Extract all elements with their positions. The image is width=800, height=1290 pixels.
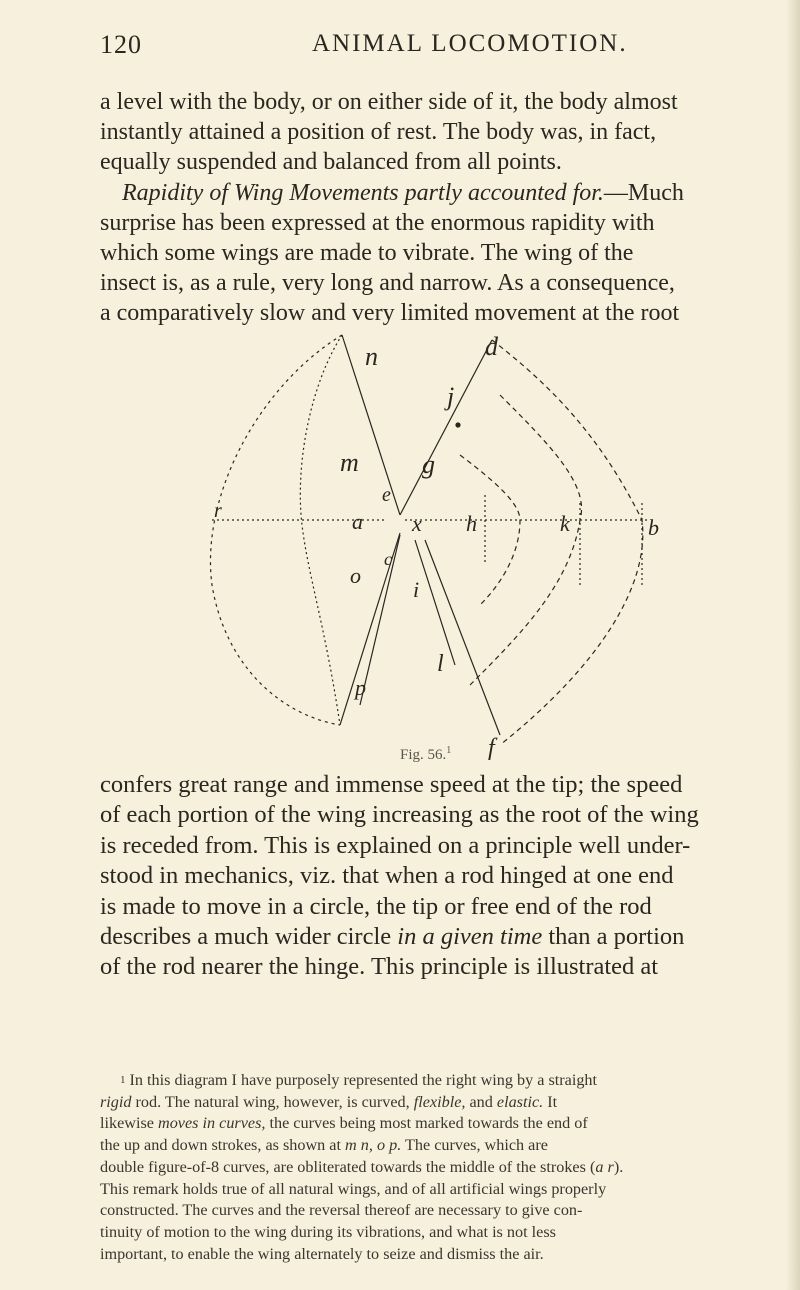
text-fragment: double figure-of-8 curves, are obliterated towards the middle of the strokes ( bbox=[100, 1157, 596, 1176]
text-line bbox=[100, 922, 780, 952]
label-h: h bbox=[466, 511, 477, 536]
footnote-line: important, to enable the wing alternately to seize and dismiss the air. bbox=[100, 1244, 544, 1263]
label-i: i bbox=[413, 577, 420, 602]
text-fragment: describes a much wider circle bbox=[100, 923, 398, 951]
text-fragment: In this diagram I have purposely represented the right wing by a straight bbox=[129, 1071, 598, 1089]
label-d: d bbox=[485, 332, 498, 361]
italic-fragment: a r bbox=[595, 1157, 614, 1176]
text-fragment: and bbox=[465, 1092, 497, 1111]
rod-to-f bbox=[425, 540, 500, 735]
text-line: of the rod nearer the hinge. This principle is illustrated at bbox=[100, 953, 659, 981]
rod-upper bbox=[400, 340, 492, 515]
label-b: b bbox=[648, 515, 659, 540]
label-g: g bbox=[422, 450, 435, 479]
text-line: is receded from. This is explained on a principle well under- bbox=[100, 831, 691, 859]
text-line: of each portion of the wing increasing as the root of the wing bbox=[100, 801, 699, 829]
text-line: insect is, as a rule, very long and narrow. As a consequence, bbox=[100, 270, 675, 297]
footnote-line: This remark holds true of all natural wings, and of all artificial wings properly bbox=[100, 1179, 607, 1198]
text-line: stood in mechanics, viz. that when a rod hinged at one end bbox=[100, 862, 674, 890]
label-m: m bbox=[340, 448, 359, 477]
label-c: c bbox=[384, 549, 392, 569]
text-line: equally suspended and balanced from all points. bbox=[100, 149, 562, 176]
rod-lower bbox=[360, 535, 400, 705]
label-j: j bbox=[447, 382, 455, 411]
left-outer-arc bbox=[210, 335, 342, 725]
text-fragment: rod. The natural wing, however, is curved, bbox=[131, 1092, 414, 1111]
label-p: p bbox=[355, 675, 366, 700]
footnote-line bbox=[100, 1092, 780, 1114]
footnote-line: tinuity of motion to the wing during its vibrations, and what is not less bbox=[100, 1222, 556, 1241]
page-header bbox=[100, 30, 760, 64]
text-line: instantly attained a position of rest. The body was, in fact, bbox=[100, 119, 657, 146]
text-fragment: than a portion bbox=[542, 923, 685, 951]
text-fragment: ). bbox=[613, 1157, 624, 1176]
paragraph-top bbox=[100, 87, 780, 329]
text-fragment: The curves, which are bbox=[401, 1136, 548, 1155]
text-fragment: the curves being most marked towards the end of bbox=[265, 1114, 588, 1133]
footnote-line bbox=[100, 1113, 780, 1135]
text-line: a level with the body, or on either side of it, the body almost bbox=[100, 89, 678, 115]
label-f: f bbox=[488, 735, 495, 761]
paragraph-bottom bbox=[100, 770, 780, 983]
right-mid-arc bbox=[470, 395, 582, 685]
left-inner-arc bbox=[300, 335, 342, 725]
footnote-line bbox=[100, 1070, 780, 1092]
label-k: k bbox=[560, 511, 570, 536]
page-edge-shadow bbox=[786, 0, 800, 1290]
footnote bbox=[100, 1070, 780, 1265]
label-a: a bbox=[352, 509, 363, 534]
text-line: surprise has been expressed at the enormous rapidity with bbox=[100, 209, 655, 236]
italic-fragment: m n, o p. bbox=[345, 1136, 402, 1155]
text-fragment: the up and down strokes, as shown at bbox=[100, 1136, 346, 1155]
section-heading-line bbox=[100, 178, 780, 208]
footnote-mark: 1 bbox=[120, 1074, 126, 1086]
italic-fragment: in a given time bbox=[397, 923, 543, 951]
italic-fragment: flexible, bbox=[413, 1092, 466, 1111]
footnote-line bbox=[100, 1157, 780, 1179]
italic-fragment: moves in curves, bbox=[158, 1114, 266, 1133]
label-e: e bbox=[382, 484, 391, 506]
section-heading: Rapidity of Wing Movements partly accounted for. bbox=[122, 179, 604, 206]
footnote-line: constructed. The curves and the reversal thereof are necessary to give con- bbox=[100, 1201, 583, 1220]
text-line: confers great range and immense speed at the tip; the speed bbox=[100, 771, 683, 798]
text-fragment: likewise bbox=[100, 1114, 158, 1133]
text-line: which some wings are made to vibrate. The wing of the bbox=[100, 240, 634, 267]
label-x: x bbox=[412, 511, 422, 536]
text-fragment: —Much bbox=[603, 179, 684, 206]
label-n: n bbox=[365, 342, 378, 371]
italic-fragment: elastic. bbox=[496, 1092, 544, 1111]
italic-fragment: rigid bbox=[100, 1092, 132, 1111]
right-outer-arc bbox=[492, 340, 643, 745]
text-line: a comparatively slow and very limited movement at the root bbox=[100, 300, 680, 327]
text-fragment: It bbox=[543, 1092, 558, 1111]
label-r: r bbox=[214, 500, 222, 522]
figure-caption bbox=[400, 745, 460, 764]
text-line: is made to move in a circle, the tip or free end of the rod bbox=[100, 892, 652, 920]
label-l: l bbox=[437, 651, 444, 677]
tip-circle bbox=[456, 423, 460, 427]
footnote-reference: 1 bbox=[446, 745, 452, 756]
figure-caption-text: Fig. 56. bbox=[400, 747, 447, 763]
figure-wing-diagram bbox=[200, 325, 700, 765]
footnote-line bbox=[100, 1135, 780, 1157]
label-o: o bbox=[350, 563, 361, 588]
running-head: ANIMAL LOCOMOTION. bbox=[312, 30, 628, 57]
page-number: 120 bbox=[100, 30, 142, 59]
wing-diagram-svg bbox=[200, 325, 700, 765]
